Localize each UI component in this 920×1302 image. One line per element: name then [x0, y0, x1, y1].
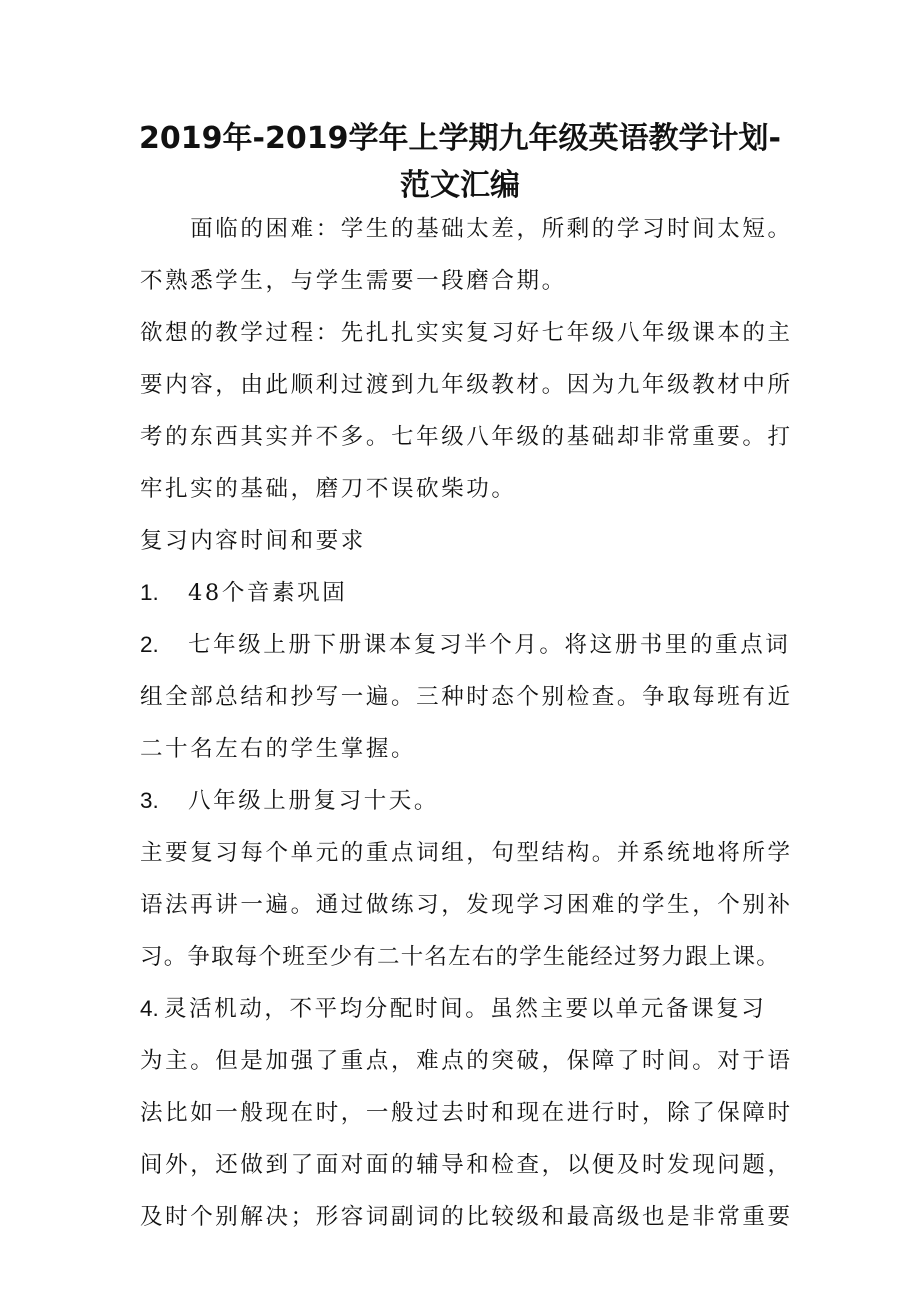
paragraph-difficulties-line-1: 面临的困难：学生的基础太差，所剩的学习时间太短。: [140, 216, 793, 242]
list-item-3-detail-line-1: 主要复习每个单元的重点词组，句型结构。并系统地将所学: [140, 840, 793, 866]
list-item-number: 4.: [140, 996, 159, 1021]
list-item-3-detail-line-3: 习。争取每个班至少有二十名左右的学生能经过努力跟上课。: [140, 944, 780, 970]
list-item-4: [140, 994, 766, 1024]
list-item-text: 灵活机动，不平均分配时间。虽然主要以单元备课复习: [164, 996, 767, 1022]
paragraph-process-line-3: 考的东西其实并不多。七年级八年级的基础却非常重要。打: [140, 424, 793, 450]
list-item-4-line-5: 及时个别解决；形容词副词的比较级和最高级也是非常重要: [140, 1204, 793, 1230]
list-item-text: 48个音素巩固: [188, 580, 348, 606]
section-heading-review: 复习内容时间和要求: [140, 528, 366, 554]
list-item-3-detail-line-2: 语法再讲一遍。通过做练习，发现学习困难的学生，个别补: [140, 892, 793, 918]
paragraph-process-line-1: 欲想的教学过程：先扎扎实实复习好七年级八年级课本的主: [140, 320, 793, 346]
list-item-1: [140, 578, 347, 608]
list-item-3: [140, 786, 439, 816]
paragraph-process-line-2: 要内容，由此顺利过渡到九年级教材。因为九年级教材中所: [140, 372, 793, 398]
list-item-2: [140, 630, 790, 660]
list-item-4-line-2: 为主。但是加强了重点，难点的突破，保障了时间。对于语: [140, 1048, 793, 1074]
document-title-line-1: 2019年-2019学年上学期九年级英语教学计划-: [139, 121, 781, 156]
list-item-4-line-3: 法比如一般现在时，一般过去时和现在进行时，除了保障时: [140, 1100, 793, 1126]
paragraph-process-line-4: 牢扎实的基础，磨刀不误砍柴功。: [140, 476, 517, 502]
list-item-4-line-4: 间外，还做到了面对面的辅导和检查，以便及时发现问题，: [140, 1152, 793, 1178]
list-item-number: 2.: [140, 632, 159, 657]
list-item-text: 七年级上册下册课本复习半个月。将这册书里的重点词: [188, 632, 791, 658]
list-item-number: 3.: [140, 788, 159, 813]
list-item-2-line-2: 组全部总结和抄写一遍。三种时态个别检查。争取每班有近: [140, 684, 793, 710]
list-item-text: 八年级上册复习十天。: [188, 788, 440, 814]
list-item-2-line-3: 二十名左右的学生掌握。: [140, 736, 417, 762]
document-title-line-2: 范文汇编: [400, 168, 520, 203]
paragraph-difficulties-line-2: 不熟悉学生，与学生需要一段磨合期。: [140, 268, 567, 294]
list-item-number: 1.: [140, 580, 159, 605]
